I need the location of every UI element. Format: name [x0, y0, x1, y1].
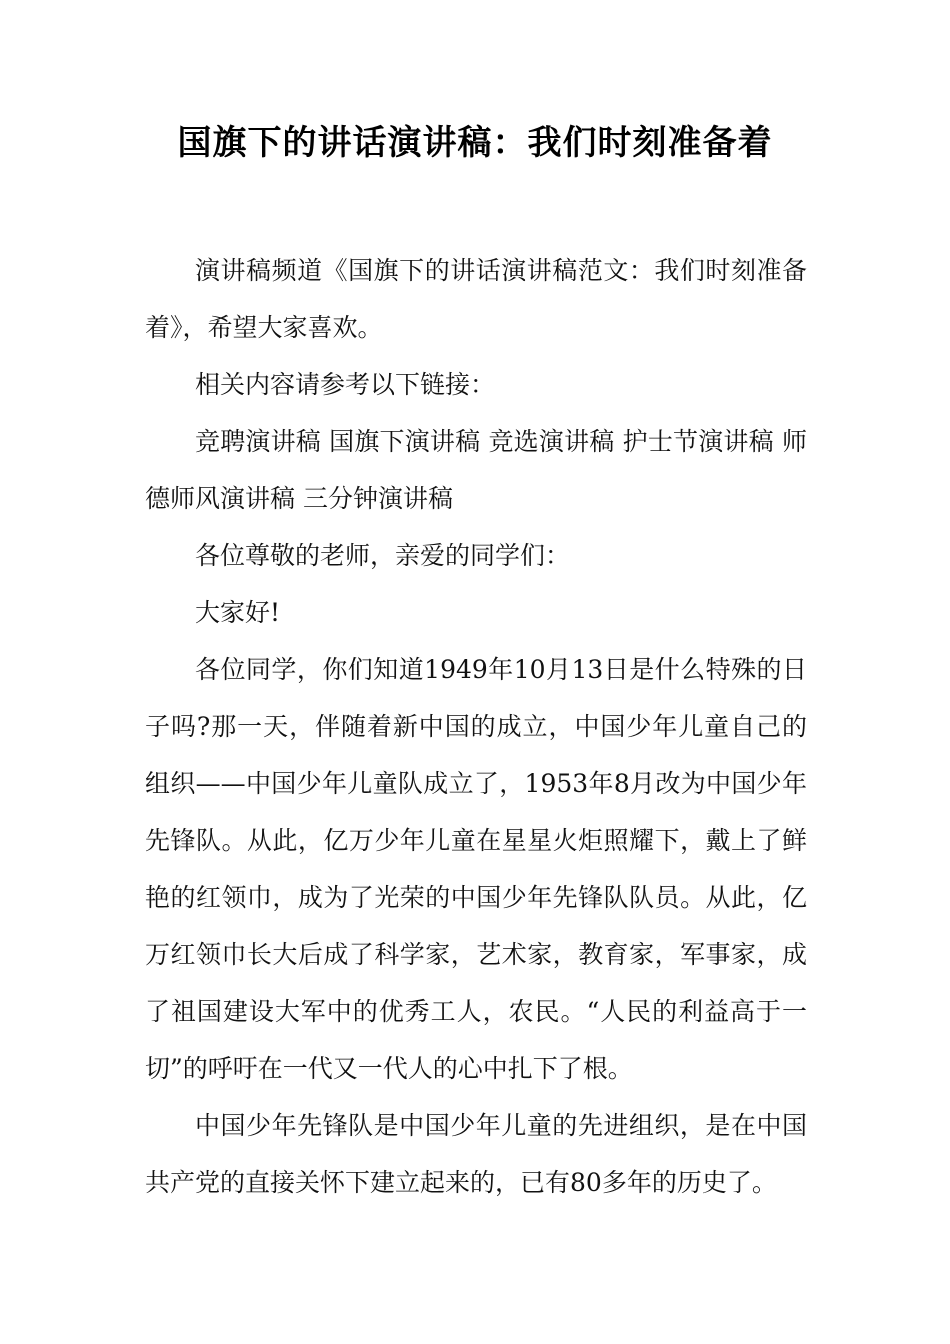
body-paragraph-2: 中国少年先锋队是中国少年儿童的先进组织，是在中国共产党的直接关怀下建立起来的，已有80多年的历史了。	[145, 1111, 807, 1197]
document-body	[145, 242, 807, 1211]
greeting-line: 各位尊敬的老师，亲爱的同学们：	[195, 541, 571, 570]
intro-paragraph: 演讲稿频道《国旗下的讲话演讲稿范文：我们时刻准备着》，希望大家喜欢。	[145, 256, 807, 342]
related-links-label: 相关内容请参考以下链接：	[195, 370, 496, 399]
hello-line: 大家好!	[195, 598, 281, 627]
link-campaign-speech[interactable]: 竞选演讲稿	[488, 427, 615, 456]
link-nurses-day-speech[interactable]: 护士节演讲稿	[622, 427, 774, 456]
link-three-minute-speech[interactable]: 三分钟演讲稿	[302, 484, 453, 513]
body-paragraph-1: 各位同学，你们知道1949年10月13日是什么特殊的日子吗?那一天，伴随着新中国的成立，中国少年儿童自己的组织——中国少年儿童队成立了，1953年8月改为中国少年先锋队。从此，亿万少年儿童在星星火炬照耀下，戴上了鲜艳的红领巾，成为了光荣的中国少年先锋队队员。从此，亿万红领巾长大后成了科学家，艺术家，教育家，军事家，成了祖国建设大军中的优秀工人，农民。“人民的利益高于一切”的呼吁在一代又一代人的心中扎下了根。	[145, 655, 807, 1083]
link-flag-speech[interactable]: 国旗下演讲稿	[329, 427, 481, 456]
link-teacher-ethics-speech[interactable]: 师德师风演讲稿	[145, 427, 807, 513]
related-links	[145, 413, 807, 527]
document-title: 国旗下的讲话演讲稿：我们时刻准备着	[177, 123, 773, 163]
link-jingpin-speech[interactable]: 竞聘演讲稿	[195, 427, 321, 456]
